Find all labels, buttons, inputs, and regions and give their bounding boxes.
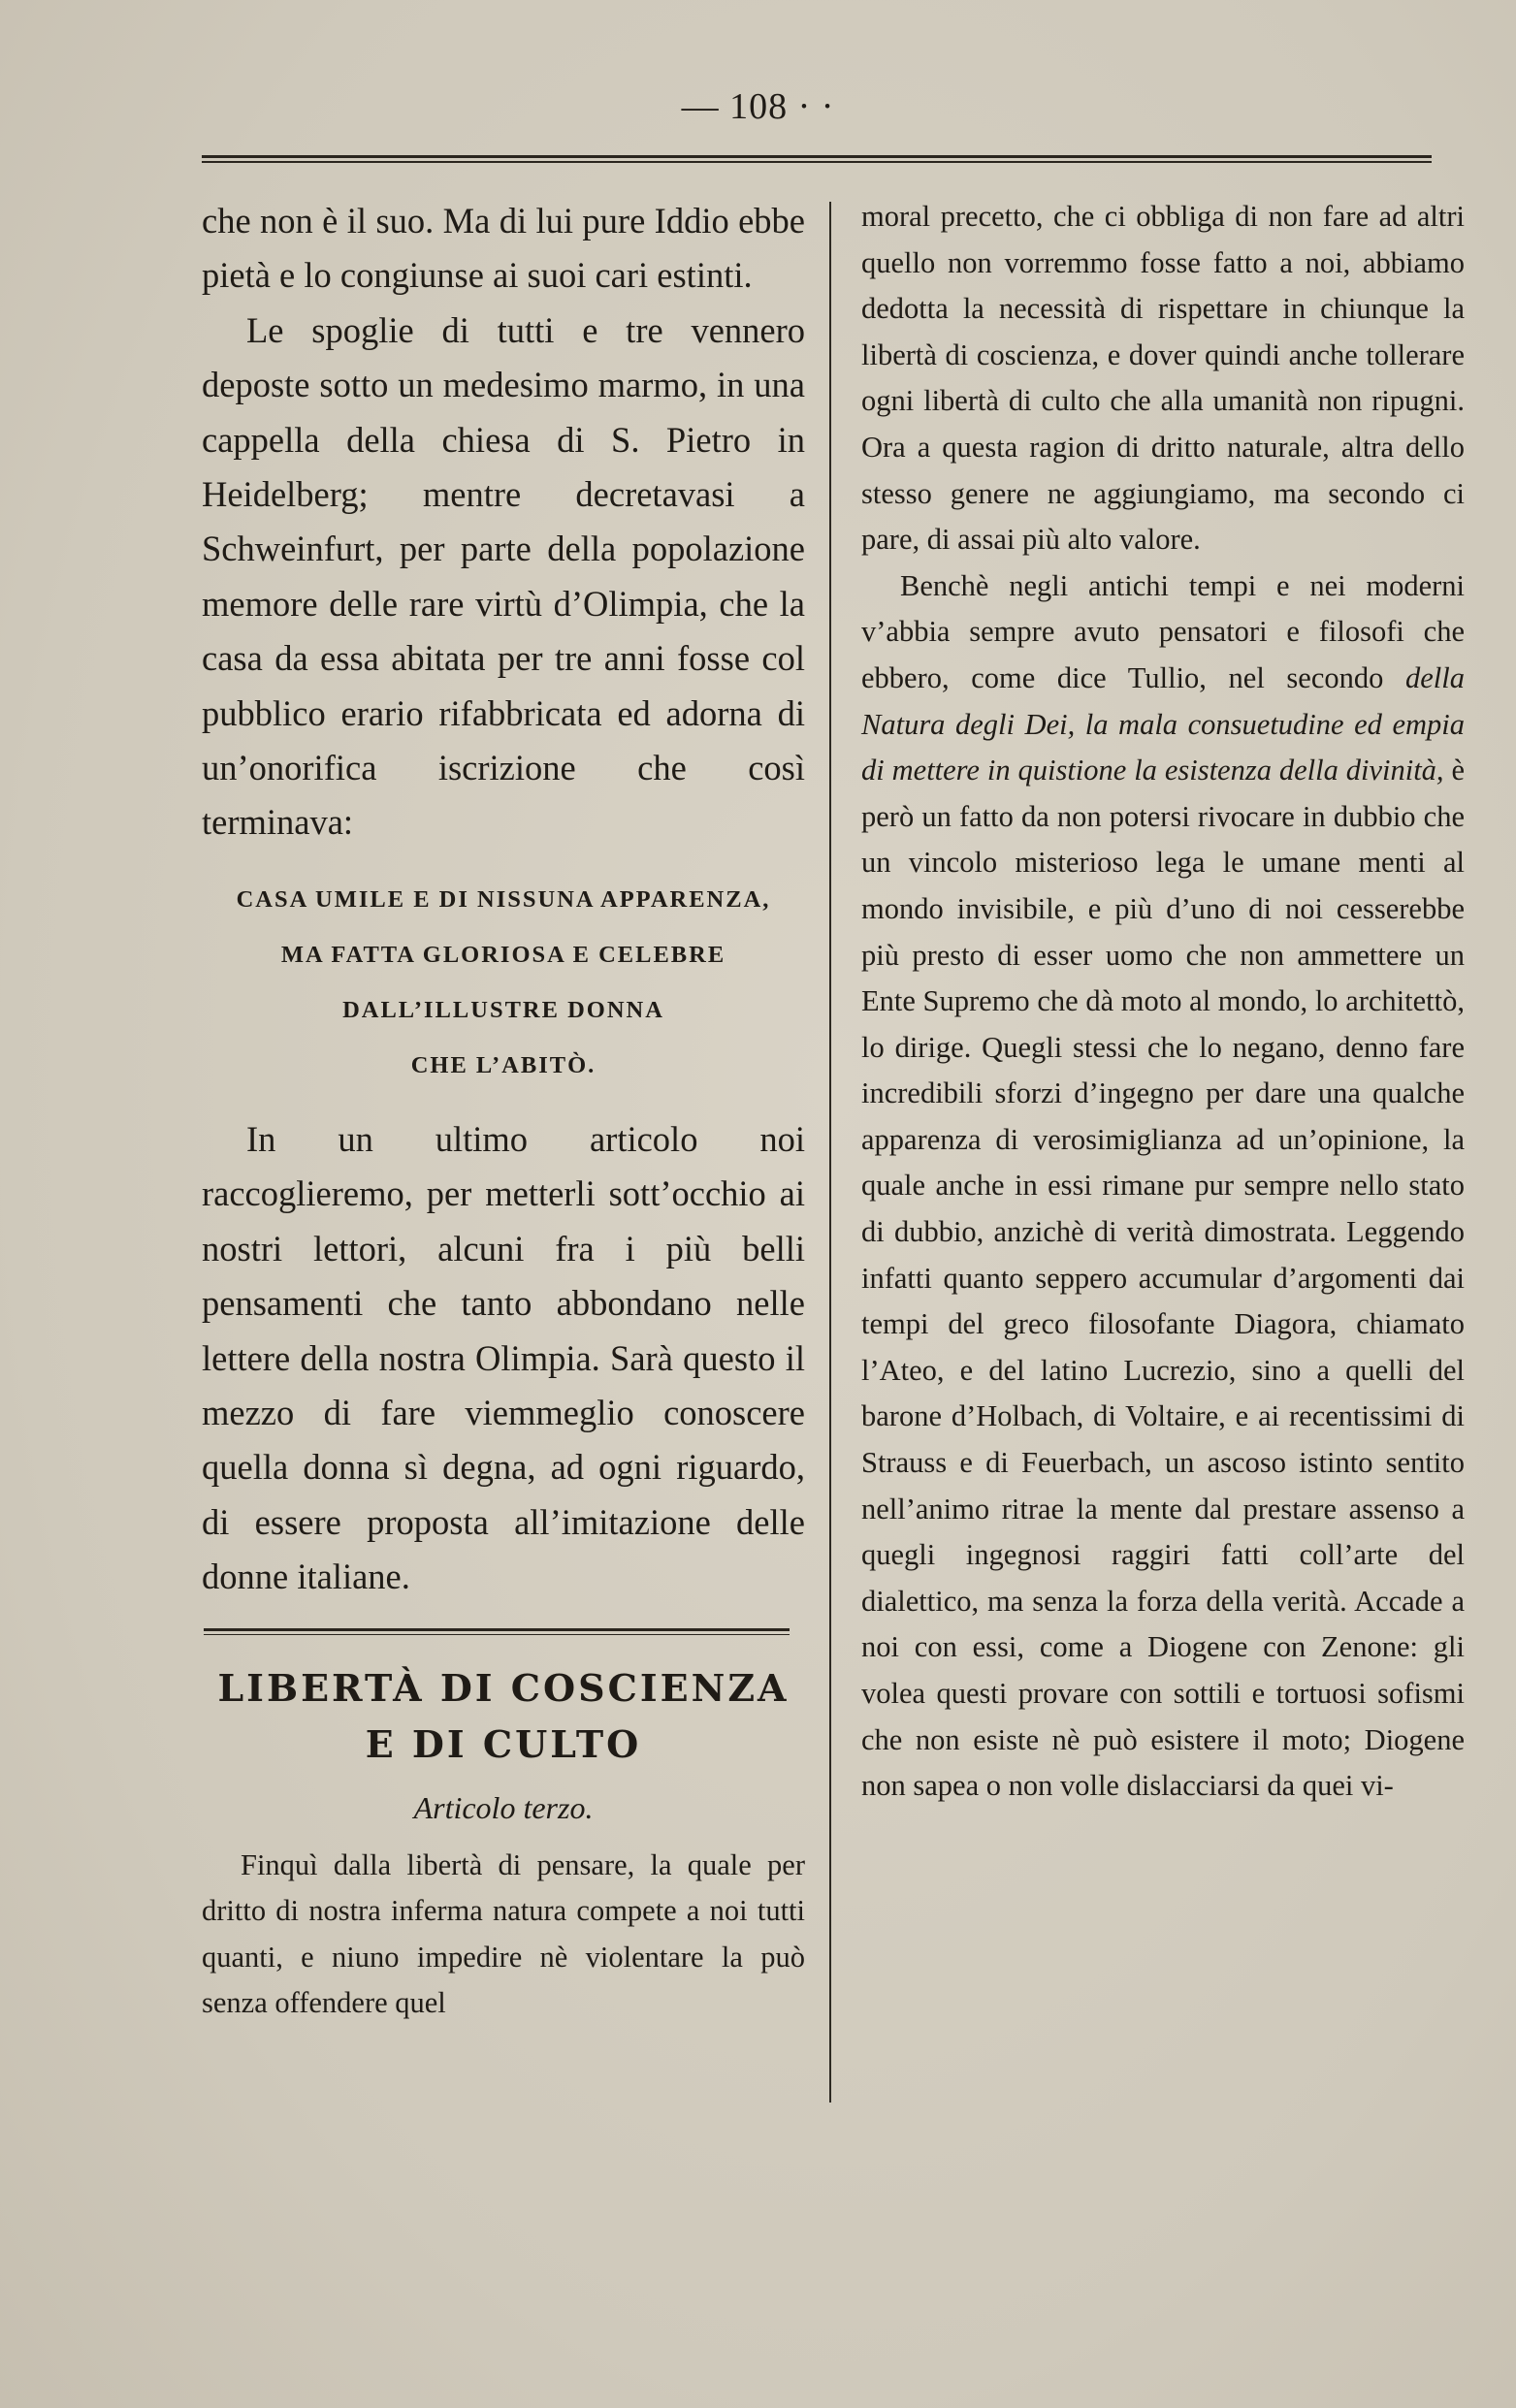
article-subtitle: Articolo terzo. [413,1789,594,1825]
inscription-line: MA FATTA GLORIOSA E CELEBRE [280,941,726,968]
page-number: — 108 · · [681,86,835,127]
inscription-line: CHE L’ABITÒ. [410,1051,597,1078]
header-rule [202,155,1432,163]
right-paragraph-2-end: è però un fatto da non potersi rivocare in dubbio che un vincolo misterioso lega le umane menti al mondo invisibile, e più d’uno di noi cesserebbe più presto di esser uomo che non ammettere un Ente Supremo che dà moto al mondo, lo architettò, lo dirige. Quegli stessi che lo negano, denno fare incredibili sforzi d’ingegno per dare una qualche apparenza di verosimiglianza ad un’opinione, la quale anche in essi rimane pur sempre nello stato di dubbio, anzichè di verità dimostrata. Leggendo infatti quanto seppero accumular d’argomenti dai tempi del greco filosofante Diagora, chiamato l’Ateo, e del latino Lucrezio, sino a quelli del barone d’Holbach, di Voltaire, e ai recentissimi di Strauss e di Feuerbach, un ascoso istinto sentito nell’animo ritrae la mente dal prestare assenso a quegli ingegnosi raggiri fatti coll’arte del dialettico, ma senza la forza della verità. Accade a noi con essi, come a Diogene con Zenone: gli volea questi provare con sottili e tortuosi sofismi che non esiste nè può esistere il moto; Diogene non sapea o non volle dislacciarsi da quei vi- [861,754,1466,1803]
right-paragraph-2 [861,563,1465,1810]
article-title-line-2: E DI CULTO [365,1721,642,1766]
article-intro-paragraph: Finquì dalla libertà di pensare, la quale per dritto di nostra inferma natura compete a noi tutti quanti, e niuno impedire nè violentare la può senza offendere quel [202,1847,805,2020]
inscription [202,872,805,1093]
inscription-line: DALL’ILLUSTRE DONNA [342,996,664,1023]
right-paragraph-1: moral precetto, che ci obbliga di non fare ad altri quello non vorremmo fosse fatto a noi, abbiamo dedotta la necessità di rispettare in chiunque la libertà di coscienza, e dover quindi anche tollerare ogni libertà di culto che alla umanità non ripugni. Ora a questa ragion di dritto naturale, altra dello stesso genere ne aggiungiamo, ma secondo ci pare, di assai più alto valore. [861,200,1465,557]
left-paragraph-1: che non è il suo. Ma di lui pure Iddio ebbe pietà e lo congiunse ai suoi cari estinti. [202,201,805,296]
article-title [202,1660,805,1773]
article-title-line-1: LIBERTÀ DI COSCIENZA [217,1665,790,1710]
inscription-line: CASA UMILE E DI NISSUNA APPARENZA, [236,885,771,913]
right-column [861,194,1465,1810]
left-paragraph-2: Le spoglie di tutti e tre vennero deposte sotto un medesimo marmo, in una cappella della chiesa di S. Pietro in Heidelberg; mentre decretavasi a Schweinfurt, per parte della popolazione memore delle rare virtù d’Olimpia, che la casa da essa abitata per tre anni fosse col pubblico erario rifabbricata ed adorna di un’onorifica iscrizione che così terminava: [202,309,805,843]
article-separator-rule [204,1628,790,1635]
left-paragraph-3: In un ultimo articolo noi raccoglieremo, per metterli sott’occhio ai nostri lettori, alcuni fra i più belli pensamenti che tanto abbondano nelle lettere della nostra Olimpia. Sarà questo il mezzo di fare viemmeglio conoscere quella donna sì degna, ad ogni riguardo, di essere proposta all’imitazione delle donne italiane. [202,1118,805,1597]
left-column [202,194,805,2027]
column-divider [829,202,831,2103]
right-paragraph-2-start: Benchè negli antichi tempi e nei moderni v’abbia sempre avuto pensatori e filosofi che ebbero, come dice Tullio, nel secondo [861,568,1465,694]
right-paragraph-2-italic: della Natura degli Dei, la mala consuetudine ed empia di mettere in quistione la esistenza della divinità, [861,660,1465,787]
